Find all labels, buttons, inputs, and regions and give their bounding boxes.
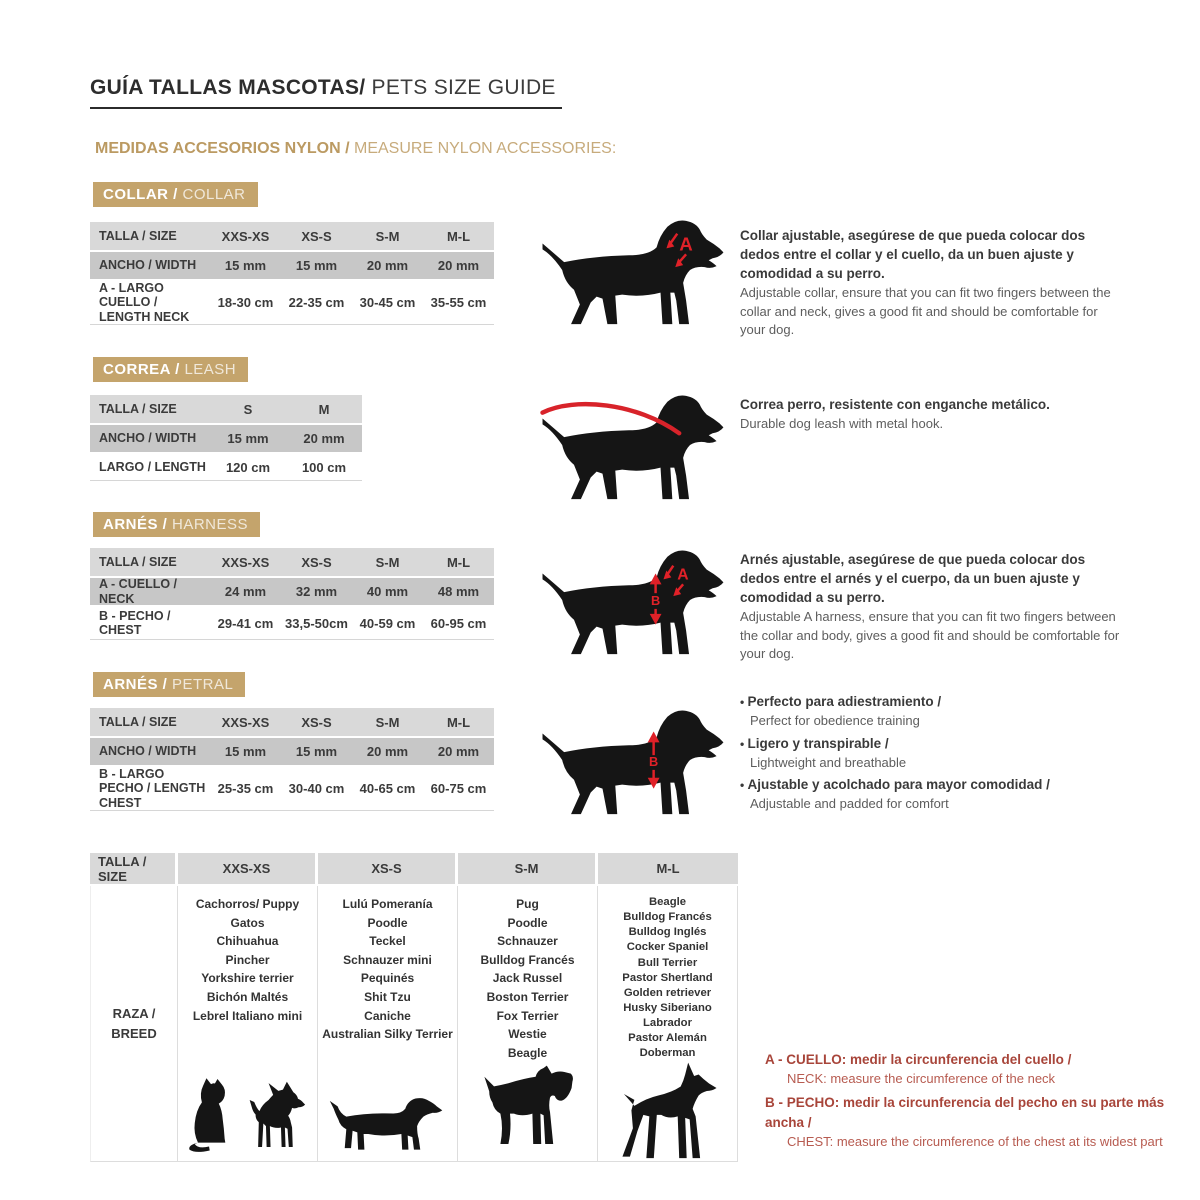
- leash-badge: [93, 357, 248, 382]
- table-header-cell: S-M: [352, 708, 423, 738]
- collar-badge: [93, 182, 258, 207]
- leash-desc-en: Durable dog leash with metal hook.: [740, 416, 944, 432]
- table-header-cell: TALLA / SIZE: [90, 708, 210, 738]
- dog-silhouette-icon: [538, 704, 726, 822]
- table-header-cell: XXS-XS: [210, 708, 281, 738]
- note-es: B - PECHO: medir la circunferencia del pecho en su parte más ancha /: [765, 1095, 1165, 1130]
- leash-size-table: [90, 395, 362, 481]
- petral-badge: [93, 672, 245, 697]
- table-header-cell: M-L: [423, 222, 494, 252]
- breed-col-m-l: [598, 886, 738, 1162]
- table-cell: 60-75 cm: [423, 767, 494, 811]
- table-cell: 33,5-50cm: [281, 607, 352, 640]
- table-header-cell: XS-S: [281, 708, 352, 738]
- measuring-notes: [765, 1050, 1195, 1156]
- table-row-label: B - LARGO PECHO / LENGTH CHEST: [90, 767, 210, 811]
- breed-list: Beagle Bulldog Francés Bulldog Inglés Cocker Spaniel Bull Terrier Pastor Shertland Golden retriever Husky Siberiano Labrador Pastor Alemán Doberman: [622, 896, 713, 1060]
- petral-diagram: [538, 704, 726, 822]
- feature-en: Perfect for obedience training: [750, 713, 920, 729]
- petral-chest-letter: B: [649, 753, 659, 769]
- table-header-cell: XS-S: [281, 222, 352, 252]
- harness-neck-letter: A: [677, 566, 689, 584]
- harness-desc-en: Adjustable A harness, ensure that you can fit two fingers between the collar and body, gives a good fit and should be comfortable for your dog.: [740, 609, 1120, 662]
- leash-desc-es: Correa perro, resistente con enganche metálico.: [740, 397, 1050, 412]
- collar-desc-en: Adjustable collar, ensure that you can fit two fingers between the collar and neck, gives a good fit and should be comfortable for your dog.: [740, 285, 1111, 338]
- table-cell: 30-40 cm: [281, 767, 352, 811]
- table-cell: 15 mm: [281, 738, 352, 767]
- table-cell: 29-41 cm: [210, 607, 281, 640]
- breed-table-header: [90, 853, 738, 886]
- feature-item: [740, 692, 1130, 731]
- feature-en: Adjustable and padded for comfort: [750, 796, 949, 812]
- harness-badge: [93, 512, 260, 537]
- breed-list: Cachorros/ Puppy Gatos Chihuahua Pincher Yorkshire terrier Bichón Maltés Lebrel Italiano mini: [192, 897, 303, 1023]
- table-cell: 100 cm: [286, 454, 362, 481]
- table-cell: 40-65 cm: [352, 767, 423, 811]
- table-cell: 20 mm: [423, 252, 494, 281]
- collar-diagram: [538, 214, 726, 332]
- table-cell: 40-59 cm: [352, 607, 423, 640]
- feature-es: • Perfecto para adiestramiento /: [740, 692, 1130, 711]
- feature-en: Lightweight and breathable: [750, 754, 907, 770]
- page-title: [90, 76, 562, 109]
- page-title-en: PETS SIZE GUIDE: [365, 76, 556, 99]
- chihuahua-silhouette-icon: [249, 1080, 311, 1156]
- collar-desc-es: Collar ajustable, asegúrese de que pueda colocar dos dedos entre el collar y el cuello, da un buen ajuste y comodidad a su perro.: [740, 228, 1086, 282]
- table-header-cell: S: [210, 395, 286, 425]
- table-header-cell: TALLA / SIZE: [90, 222, 210, 252]
- dog-silhouette-icon: [538, 389, 726, 507]
- table-cell: 20 mm: [352, 252, 423, 281]
- table-row-label: B - PECHO / CHEST: [90, 607, 210, 640]
- table-cell: 20 mm: [286, 425, 362, 454]
- cat-silhouette-icon: [185, 1076, 237, 1156]
- dog-silhouette-icon: [538, 214, 726, 332]
- harness-diagram: [538, 544, 726, 662]
- feature-item: [740, 734, 1130, 773]
- table-header-cell: M: [286, 395, 362, 425]
- collar-badge-en: COLLAR: [177, 186, 246, 203]
- table-cell: 15 mm: [210, 738, 281, 767]
- note-es: A - CUELLO: medir la circunferencia del cuello /: [765, 1052, 1072, 1067]
- table-row-label: ANCHO / WIDTH: [90, 252, 210, 281]
- leash-description: [740, 395, 1120, 434]
- note-item: [765, 1093, 1195, 1151]
- table-cell: 15 mm: [210, 425, 286, 454]
- harness-description: [740, 550, 1120, 664]
- animal-silhouettes: [612, 1061, 724, 1162]
- table-row-label: ANCHO / WIDTH: [90, 738, 210, 767]
- breed-table-body: [90, 886, 738, 1162]
- dachshund-silhouette-icon: [329, 1093, 447, 1156]
- harness-size-table: [90, 548, 494, 640]
- harness-chest-letter: B: [650, 592, 661, 608]
- table-row-label: LARGO / LENGTH: [90, 454, 210, 481]
- animal-silhouettes: [478, 1064, 578, 1156]
- breed-row-label: RAZA / BREED: [111, 1006, 157, 1041]
- leash-diagram: [538, 389, 726, 507]
- leash-badge-es: CORREA /: [103, 361, 180, 378]
- page-subtitle-en: MEASURE NYLON ACCESSORIES:: [349, 140, 617, 157]
- feature-es: • Ligero y transpirable /: [740, 734, 1130, 753]
- table-cell: 22-35 cm: [281, 281, 352, 325]
- petral-feature-list: [740, 692, 1130, 817]
- table-cell: 60-95 cm: [423, 607, 494, 640]
- harness-desc-es: Arnés ajustable, asegúrese de que pueda colocar dos dedos entre el arnés y el cuerpo, da un buen ajuste y comodidad a su perro.: [740, 552, 1086, 606]
- table-cell: 15 mm: [210, 252, 281, 281]
- table-header-cell: XS-S: [281, 548, 352, 578]
- table-cell: 24 mm: [210, 578, 281, 607]
- page-subtitle-es: MEDIDAS ACCESORIOS NYLON /: [95, 140, 350, 157]
- table-header-cell: XXS-XS: [210, 222, 281, 252]
- page-subtitle: [95, 140, 616, 158]
- table-cell: 40 mm: [352, 578, 423, 607]
- breed-col-xs-s: [318, 886, 458, 1162]
- table-cell: 15 mm: [281, 252, 352, 281]
- note-en: CHEST: measure the circumference of the chest at its widest part: [787, 1133, 1163, 1149]
- table-row-label: ANCHO / WIDTH: [90, 425, 210, 454]
- table-cell: 18-30 cm: [210, 281, 281, 325]
- breed-list: Pug Poodle Schnauzer Bulldog Francés Jack Russel Boston Terrier Fox Terrier Westie Beagle: [480, 897, 575, 1060]
- table-row-label: A - CUELLO / NECK: [90, 578, 210, 607]
- table-cell: 25-35 cm: [210, 767, 281, 811]
- petral-size-table: [90, 708, 494, 811]
- table-header-cell: S-M: [352, 548, 423, 578]
- note-item: [765, 1050, 1195, 1088]
- collar-section: [90, 178, 1130, 350]
- collar-measure-letter: A: [679, 233, 693, 255]
- breed-col-xxs-xs: [178, 886, 318, 1162]
- petral-section: [90, 668, 1130, 840]
- table-header-cell: XXS-XS: [210, 548, 281, 578]
- collar-description: [740, 226, 1120, 340]
- table-header-cell: TALLA / SIZE: [90, 548, 210, 578]
- breed-size-table: [90, 853, 738, 1162]
- harness-badge-es: ARNÉS /: [103, 516, 168, 533]
- table-header-cell: XS-S: [318, 853, 458, 886]
- petral-badge-es: ARNÉS /: [103, 676, 168, 693]
- table-header-cell: M-L: [423, 708, 494, 738]
- table-cell: 20 mm: [352, 738, 423, 767]
- table-header-cell: S-M: [458, 853, 598, 886]
- petral-badge-en: PETRAL: [167, 676, 234, 693]
- harness-section: [90, 508, 1130, 680]
- breed-col-s-m: [458, 886, 598, 1162]
- table-header-cell: TALLA / SIZE: [90, 395, 210, 425]
- table-cell: 120 cm: [210, 454, 286, 481]
- table-cell: 48 mm: [423, 578, 494, 607]
- breed-list: Lulú Pomeranía Poodle Teckel Schnauzer mini Pequinés Shit Tzu Caniche Australian Silky Terrier: [322, 897, 453, 1042]
- harness-badge-en: HARNESS: [167, 516, 249, 533]
- animal-silhouettes: [329, 1093, 447, 1156]
- leash-badge-en: LEASH: [179, 361, 237, 378]
- feature-es: • Ajustable y acolchado para mayor comodidad /: [740, 775, 1130, 794]
- animal-silhouettes: [185, 1076, 311, 1156]
- feature-item: [740, 775, 1130, 814]
- table-row-label: A - LARGO CUELLO / LENGTH NECK: [90, 281, 210, 325]
- dog-silhouette-icon: [538, 544, 726, 662]
- schnauzer-silhouette-icon: [478, 1064, 578, 1156]
- breed-row-label-cell: [90, 886, 178, 1162]
- table-header-cell: M-L: [423, 548, 494, 578]
- table-header-cell: M-L: [598, 853, 738, 886]
- table-header-cell: XXS-XS: [178, 853, 318, 886]
- table-header-cell: TALLA / SIZE: [90, 853, 178, 886]
- table-cell: 32 mm: [281, 578, 352, 607]
- table-header-cell: S-M: [352, 222, 423, 252]
- table-cell: 30-45 cm: [352, 281, 423, 325]
- note-en: NECK: measure the circumference of the neck: [787, 1070, 1056, 1086]
- page-title-es: GUÍA TALLAS MASCOTAS/: [90, 76, 366, 99]
- leash-section: [90, 353, 1130, 525]
- table-cell: 35-55 cm: [423, 281, 494, 325]
- table-cell: 20 mm: [423, 738, 494, 767]
- collar-size-table: [90, 222, 494, 325]
- doberman-silhouette-icon: [612, 1061, 724, 1162]
- collar-badge-es: COLLAR /: [103, 186, 178, 203]
